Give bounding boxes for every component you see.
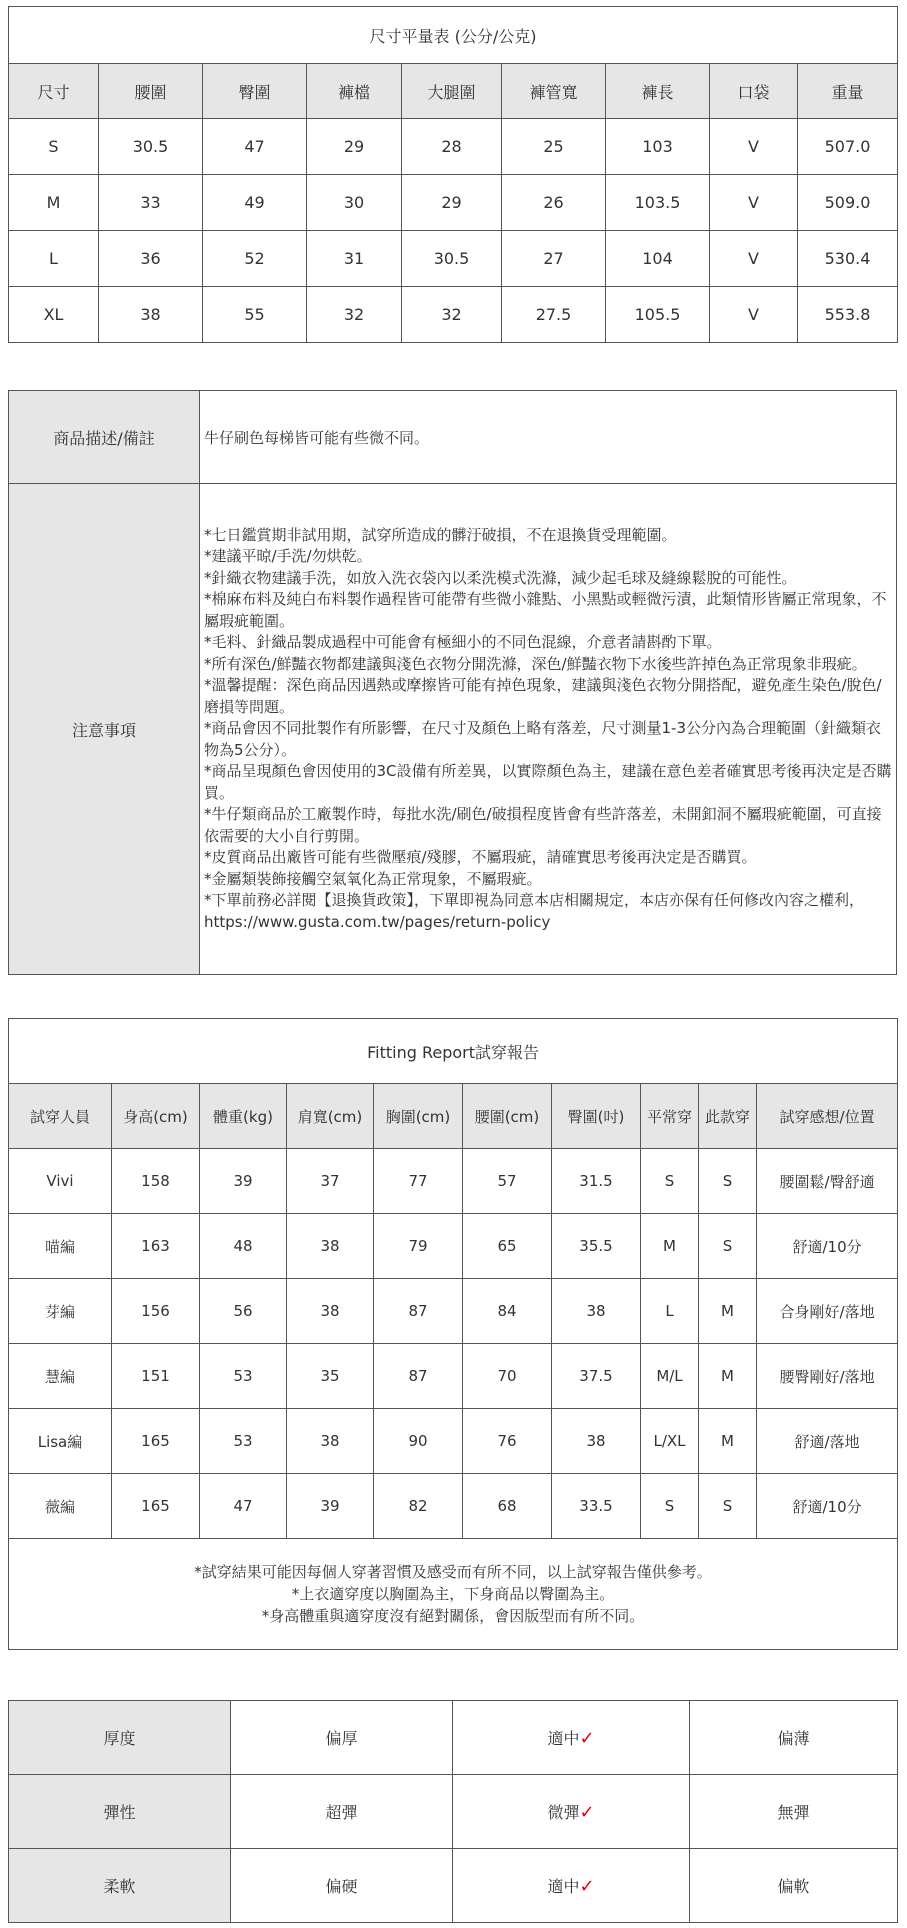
attribute-row-thickness	[9, 1701, 898, 1775]
table-cell: 52	[203, 231, 307, 287]
table-cell: 77	[374, 1149, 463, 1214]
table-row	[9, 287, 898, 343]
attribute-label: 柔軟	[9, 1849, 231, 1923]
table-cell: S	[699, 1149, 757, 1214]
table-cell: S	[641, 1474, 699, 1539]
table-cell: 38	[287, 1409, 374, 1474]
note-item: *棉麻布料及純白布料製作過程皆可能帶有些微小雜點、小黑點或輕微污漬，此類情形皆屬正常現象，不屬瑕疵範圍。	[204, 590, 887, 630]
product-notes-table	[8, 390, 897, 975]
table-row	[9, 1344, 898, 1409]
fitting-report-title: Fitting Report試穿報告	[9, 1019, 898, 1084]
table-cell: L	[9, 231, 99, 287]
table-cell: 30	[307, 175, 402, 231]
table-cell: 喵編	[9, 1214, 112, 1279]
header-cell: 胸圍(cm)	[374, 1084, 463, 1149]
table-cell: L	[641, 1279, 699, 1344]
table-cell: 105.5	[606, 287, 710, 343]
description-label: 商品描述/備註	[9, 391, 200, 484]
header-cell: 肩寬(cm)	[287, 1084, 374, 1149]
table-cell: 28	[402, 119, 502, 175]
table-cell: 腰臀剛好/落地	[757, 1344, 898, 1409]
table-cell: 84	[463, 1279, 552, 1344]
table-cell: 76	[463, 1409, 552, 1474]
note-item: *溫馨提醒：深色商品因遇熱或摩擦皆可能有掉色現象，建議與淺色衣物分開搭配，避免產生染色/脫色/磨損等問題。	[204, 676, 882, 716]
note-item: *皮質商品出廠皆可能有些微壓痕/殘膠，不屬瑕疵，請確實思考後再決定是否購買。	[204, 848, 757, 867]
footnote: *試穿結果可能因每個人穿著習慣及感受而有所不同，以上試穿報告僅供參考。	[194, 1563, 712, 1581]
attribute-label: 彈性	[9, 1775, 231, 1849]
table-cell: 31	[307, 231, 402, 287]
table-row	[9, 1409, 898, 1474]
header-cell: 褲長	[606, 64, 710, 119]
size-chart-header-row	[9, 64, 898, 119]
check-icon: ✓	[579, 1728, 595, 1749]
table-cell: V	[710, 231, 798, 287]
table-cell: 82	[374, 1474, 463, 1539]
table-cell: 48	[200, 1214, 287, 1279]
attribute-option: 偏硬	[231, 1849, 453, 1923]
table-cell: 165	[112, 1474, 200, 1539]
table-cell: Vivi	[9, 1149, 112, 1214]
notes-label: 注意事項	[9, 484, 200, 975]
table-cell: 70	[463, 1344, 552, 1409]
attribute-option-selected: 適中✓	[453, 1701, 690, 1775]
table-cell: 104	[606, 231, 710, 287]
table-cell: 33	[99, 175, 203, 231]
header-cell: 平常穿	[641, 1084, 699, 1149]
table-cell: 90	[374, 1409, 463, 1474]
table-cell: 25	[502, 119, 606, 175]
table-cell: 151	[112, 1344, 200, 1409]
table-cell: 26	[502, 175, 606, 231]
fabric-attributes-table	[8, 1700, 898, 1923]
table-cell: 35	[287, 1344, 374, 1409]
table-cell: S	[699, 1214, 757, 1279]
table-cell: M	[699, 1344, 757, 1409]
table-cell: 49	[203, 175, 307, 231]
table-cell: 舒適/落地	[757, 1409, 898, 1474]
table-cell: XL	[9, 287, 99, 343]
table-row	[9, 231, 898, 287]
table-cell: 38	[287, 1214, 374, 1279]
table-cell: 27	[502, 231, 606, 287]
table-cell: 30.5	[99, 119, 203, 175]
table-cell: 65	[463, 1214, 552, 1279]
attribute-option: 偏厚	[231, 1701, 453, 1775]
table-cell: L/XL	[641, 1409, 699, 1474]
table-cell: 38	[552, 1409, 641, 1474]
table-row	[9, 1149, 898, 1214]
table-cell: 68	[463, 1474, 552, 1539]
attribute-option: 偏薄	[690, 1701, 898, 1775]
table-cell: 31.5	[552, 1149, 641, 1214]
header-cell: 重量	[798, 64, 898, 119]
header-cell: 試穿感想/位置	[757, 1084, 898, 1149]
note-item: *毛料、針織品製成過程中可能會有極細小的不同色混線，介意者請斟酌下單。	[204, 633, 722, 652]
header-cell: 試穿人員	[9, 1084, 112, 1149]
table-row	[9, 1214, 898, 1279]
table-cell: 158	[112, 1149, 200, 1214]
table-cell: 38	[99, 287, 203, 343]
attribute-row-elasticity	[9, 1775, 898, 1849]
table-cell: S	[699, 1474, 757, 1539]
header-cell: 口袋	[710, 64, 798, 119]
table-cell: 33.5	[552, 1474, 641, 1539]
table-row	[9, 1279, 898, 1344]
table-cell: 53	[200, 1344, 287, 1409]
header-cell: 褲檔	[307, 64, 402, 119]
table-cell: M/L	[641, 1344, 699, 1409]
size-chart-title: 尺寸平量表 (公分/公克)	[9, 7, 898, 64]
notes-list	[200, 484, 897, 975]
table-row	[9, 175, 898, 231]
table-cell: 53	[200, 1409, 287, 1474]
table-cell: 87	[374, 1279, 463, 1344]
footnote: *身高體重與適穿度沒有絕對關係，會因版型而有所不同。	[261, 1607, 645, 1625]
attribute-row-softness	[9, 1849, 898, 1923]
attribute-option: 偏軟	[690, 1849, 898, 1923]
table-cell: 37	[287, 1149, 374, 1214]
header-cell: 體重(kg)	[200, 1084, 287, 1149]
table-cell: 32	[402, 287, 502, 343]
table-cell: 55	[203, 287, 307, 343]
fitting-footnotes	[9, 1539, 898, 1650]
table-cell: 慧編	[9, 1344, 112, 1409]
table-cell: 39	[200, 1149, 287, 1214]
table-cell: 530.4	[798, 231, 898, 287]
attribute-option: 無彈	[690, 1775, 898, 1849]
table-cell: 39	[287, 1474, 374, 1539]
note-item: *下單前務必詳閱【退換貨政策】，下單即視為同意本店相關規定，本店亦保有任何修改內容之權利，https://www.gusta.com.tw/pages/return-policy	[204, 891, 865, 931]
attribute-option-selected: 適中✓	[453, 1849, 690, 1923]
table-cell: 27.5	[502, 287, 606, 343]
table-cell: V	[710, 175, 798, 231]
table-cell: 舒適/10分	[757, 1474, 898, 1539]
table-cell: 165	[112, 1409, 200, 1474]
note-item: *七日鑑賞期非試用期，試穿所造成的髒汙破損，不在退換貨受理範圍。	[204, 525, 677, 544]
check-icon: ✓	[579, 1802, 595, 1823]
table-cell: 57	[463, 1149, 552, 1214]
table-cell: V	[710, 287, 798, 343]
description-text: 牛仔刷色每梯皆可能有些微不同。	[200, 391, 897, 484]
check-icon: ✓	[579, 1876, 595, 1897]
table-cell: M	[699, 1279, 757, 1344]
header-cell: 身高(cm)	[112, 1084, 200, 1149]
table-cell: V	[710, 119, 798, 175]
note-item: *建議平晾/手洗/勿烘乾。	[204, 547, 372, 566]
table-cell: 79	[374, 1214, 463, 1279]
note-item: *商品會因不同批製作有所影響，在尺寸及顏色上略有落差，尺寸測量1-3公分內為合理範圍（針織類衣物為5公分）。	[204, 719, 882, 759]
attribute-option-selected: 微彈✓	[453, 1775, 690, 1849]
table-cell: 腰圍鬆/臀舒適	[757, 1149, 898, 1214]
header-cell: 此款穿	[699, 1084, 757, 1149]
table-cell: 29	[307, 119, 402, 175]
size-chart-table	[8, 6, 898, 343]
table-cell: 35.5	[552, 1214, 641, 1279]
table-cell: 29	[402, 175, 502, 231]
table-cell: 36	[99, 231, 203, 287]
table-cell: 合身剛好/落地	[757, 1279, 898, 1344]
table-cell: 舒適/10分	[757, 1214, 898, 1279]
table-cell: 37.5	[552, 1344, 641, 1409]
table-cell: M	[9, 175, 99, 231]
header-cell: 大腿圍	[402, 64, 502, 119]
table-cell: S	[9, 119, 99, 175]
table-row	[9, 1474, 898, 1539]
table-cell: 38	[287, 1279, 374, 1344]
header-cell: 腰圍	[99, 64, 203, 119]
attribute-option: 超彈	[231, 1775, 453, 1849]
table-cell: 56	[200, 1279, 287, 1344]
header-cell: 腰圍(cm)	[463, 1084, 552, 1149]
table-cell: 87	[374, 1344, 463, 1409]
table-cell: 509.0	[798, 175, 898, 231]
table-cell: 103.5	[606, 175, 710, 231]
table-cell: Lisa編	[9, 1409, 112, 1474]
fitting-header-row	[9, 1084, 898, 1149]
table-cell: 芽編	[9, 1279, 112, 1344]
note-item: *金屬類裝飾接觸空氣氧化為正常現象，不屬瑕疵。	[204, 869, 542, 888]
note-item: *牛仔類商品於工廠製作時，每批水洗/刷色/破損程度皆會有些許落差，未開釦洞不屬瑕疵範圍，可直接依需要的大小自行剪開。	[204, 805, 882, 845]
note-item: *針織衣物建議手洗，如放入洗衣袋內以柔洗模式洗滌，減少起毛球及縫線鬆脫的可能性。	[204, 568, 797, 587]
table-cell: M	[641, 1214, 699, 1279]
table-cell: 薇編	[9, 1474, 112, 1539]
note-item: *商品呈現顏色會因使用的3C設備有所差異，以實際顏色為主，建議在意色差者確實思考後再決定是否購買。	[204, 762, 892, 802]
table-cell: S	[641, 1149, 699, 1214]
header-cell: 臀圍	[203, 64, 307, 119]
table-row	[9, 119, 898, 175]
table-cell: 47	[203, 119, 307, 175]
header-cell: 尺寸	[9, 64, 99, 119]
footnote: *上衣適穿度以胸圍為主，下身商品以臀圍為主。	[291, 1585, 615, 1603]
table-cell: 156	[112, 1279, 200, 1344]
fitting-report-table	[8, 1018, 898, 1650]
table-cell: 507.0	[798, 119, 898, 175]
table-cell: 47	[200, 1474, 287, 1539]
table-cell: 103	[606, 119, 710, 175]
header-cell: 褲管寬	[502, 64, 606, 119]
table-cell: 163	[112, 1214, 200, 1279]
table-cell: 32	[307, 287, 402, 343]
table-cell: M	[699, 1409, 757, 1474]
header-cell: 臀圍(吋)	[552, 1084, 641, 1149]
table-cell: 38	[552, 1279, 641, 1344]
table-cell: 30.5	[402, 231, 502, 287]
attribute-label: 厚度	[9, 1701, 231, 1775]
note-item: *所有深色/鮮豔衣物都建議與淺色衣物分開洗滌，深色/鮮豔衣物下水後些許掉色為正常現象非瑕疵。	[204, 654, 867, 673]
table-cell: 553.8	[798, 287, 898, 343]
